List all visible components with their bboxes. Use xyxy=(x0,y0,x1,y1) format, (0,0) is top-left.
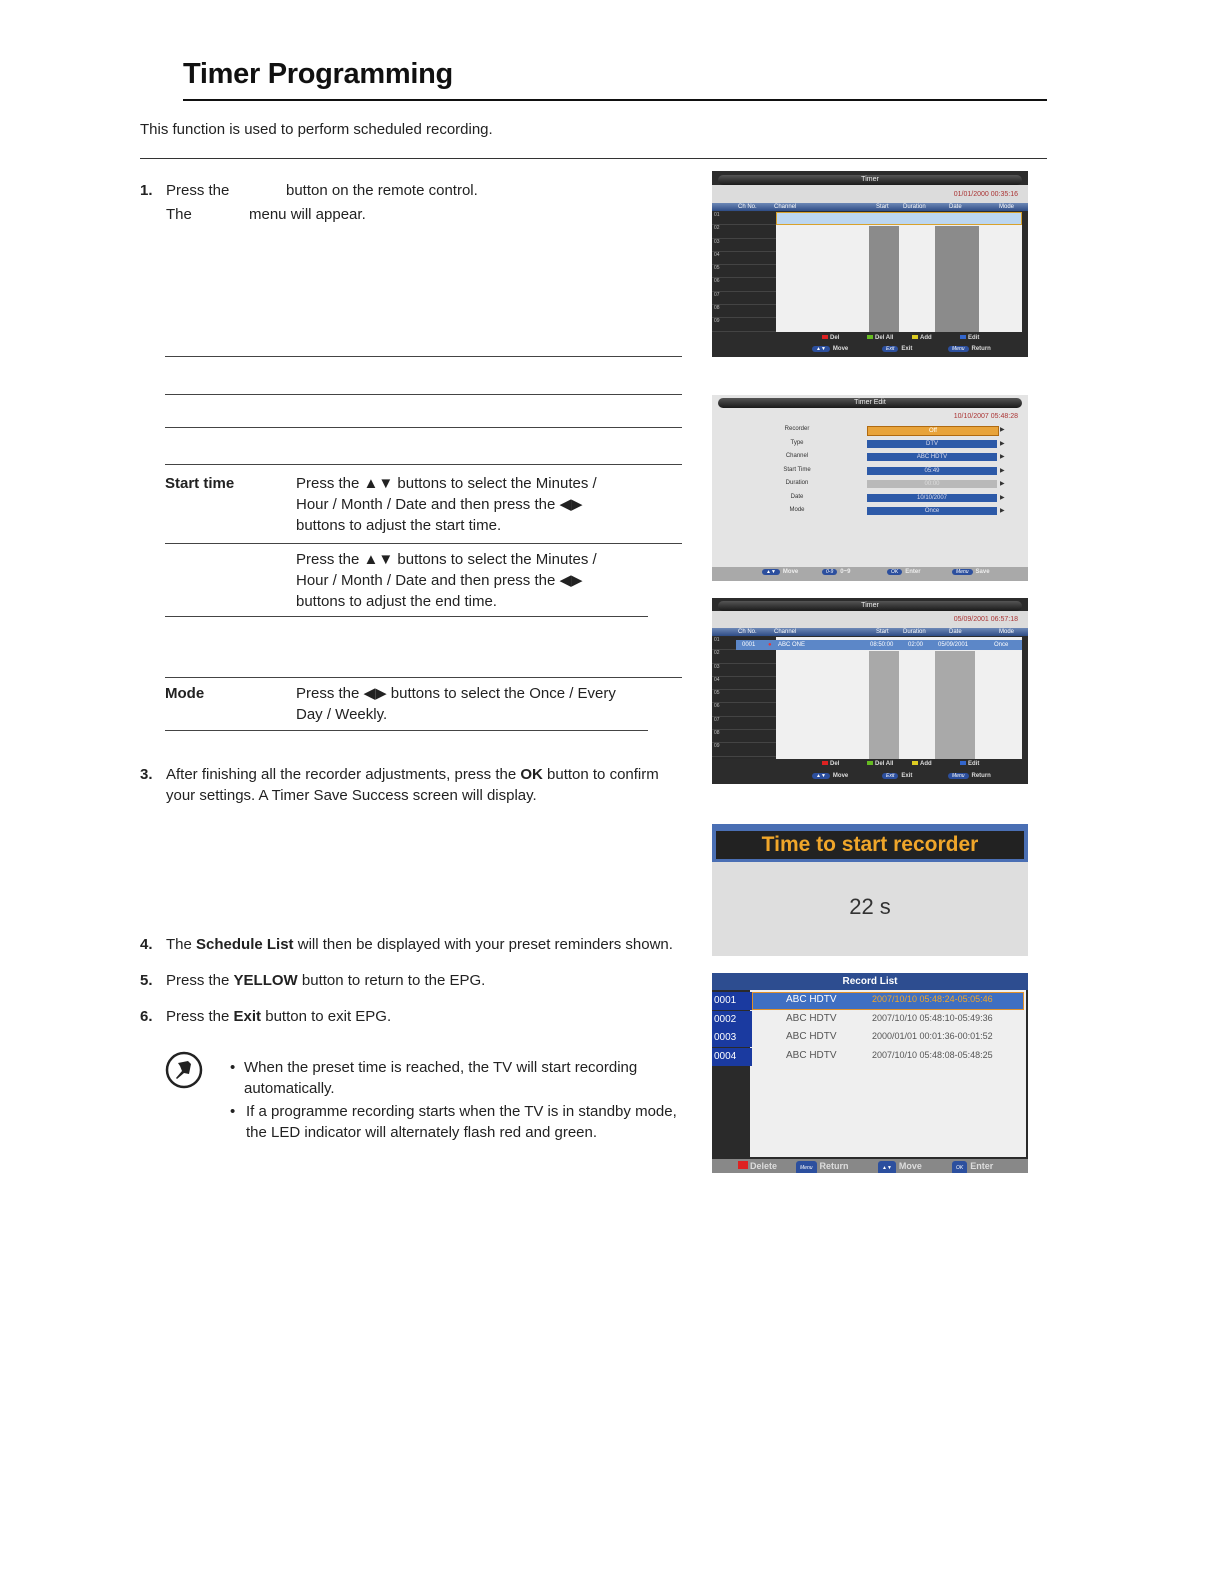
table-rule xyxy=(165,427,682,428)
start-column-fill xyxy=(869,226,899,332)
table-rule xyxy=(165,356,682,357)
row-number: 05 xyxy=(712,690,776,703)
arrow-right-icon: ▶ xyxy=(1000,454,1005,460)
footer-del-all: Del All xyxy=(875,761,894,767)
row-start: 08:50:00 xyxy=(870,642,894,648)
row-number: 01 xyxy=(712,212,776,225)
arrow-right-icon: ▶ xyxy=(1000,508,1005,514)
footer-save: Save xyxy=(975,569,990,575)
row-number: 07 xyxy=(712,717,776,730)
record-number: 0001 xyxy=(712,992,752,1010)
step-3-text xyxy=(166,764,706,806)
note-pin-icon xyxy=(164,1050,204,1090)
step-5-bold: YELLOW xyxy=(233,972,298,989)
col-start: Start xyxy=(876,204,889,210)
arrow-right-icon: ▶ xyxy=(1000,440,1005,447)
step-3-ok: OK xyxy=(520,766,543,783)
record-list-screen xyxy=(712,973,1028,1173)
footer-move: Move xyxy=(832,773,849,779)
countdown-screen xyxy=(712,824,1028,956)
timer-edit-screen xyxy=(712,395,1028,581)
timer-screen-2: Timer 05/09/2001 06:57:18 Ch No. Channel Start Duration Date Mode 01 02 03 04 05 06 07 08 09 0001 ● ABC ONE 08:50:00 02:00 05/09/2001 Once Del Del All Add Edit ▲▼ Move Exit Exit Menu Return xyxy=(712,598,1028,784)
step-1-text-b: button on the remote control. xyxy=(286,182,478,199)
footer-edit: Edit xyxy=(968,761,980,767)
row-number: 05 xyxy=(712,265,776,278)
page-title: Timer Programming xyxy=(183,58,453,90)
footer-exit: Exit xyxy=(901,773,913,779)
edit-field-value[interactable]: 00:00 xyxy=(867,480,997,488)
step-1-text-a: Press the xyxy=(166,182,230,199)
step-1-number: 1. xyxy=(140,182,153,199)
step-5-number: 5. xyxy=(140,972,153,989)
step-5-text-a: Press the xyxy=(166,972,230,989)
timer-table-header xyxy=(712,203,1028,211)
step-4-text xyxy=(166,934,673,955)
step-4-text-b: will then be displayed with your preset reminders shown. xyxy=(297,936,673,953)
record-list-title: Record List xyxy=(712,973,1028,990)
row-number: 08 xyxy=(712,730,776,743)
edit-field-label: Channel xyxy=(785,453,809,459)
footer-delete: Delete xyxy=(750,1161,778,1171)
row-duration: 02:00 xyxy=(908,642,924,648)
row-number: 09 xyxy=(712,743,776,756)
step-1-text-d: menu will appear. xyxy=(249,206,366,223)
footer-exit: Exit xyxy=(901,346,913,352)
start-time-label: Start time xyxy=(165,475,235,492)
date-column-fill xyxy=(935,226,979,332)
record-time: 2007/10/10 05:48:10-05:49:36 xyxy=(872,1012,993,1023)
screen-clock: 01/01/2000 00:35:16 xyxy=(953,191,1018,198)
footer-add: Add xyxy=(920,761,932,767)
table-rule xyxy=(165,394,682,395)
edit-field-value[interactable]: DTV xyxy=(867,440,997,448)
edit-field-label: Start Time xyxy=(783,466,811,473)
footer-del-all: Del All xyxy=(875,335,894,341)
record-list-row[interactable] xyxy=(712,1048,1028,1066)
row-mode: Once xyxy=(994,642,1009,648)
row-number: 04 xyxy=(712,252,776,265)
arrow-right-icon: ▶ xyxy=(1000,481,1005,487)
record-time: 2007/10/10 05:48:08-05:48:25 xyxy=(872,1049,993,1060)
note-bullet-1: When the preset time is reached, the TV will start recording automatically. xyxy=(244,1059,638,1097)
footer-edit: Edit xyxy=(968,335,980,341)
intro-text: This function is used to perform scheduled recording. xyxy=(140,121,493,138)
row-numbers xyxy=(712,637,776,759)
row-channel: ABC ONE xyxy=(778,642,806,648)
footer-09: 0~9 xyxy=(840,569,851,575)
record-channel: ABC HDTV xyxy=(786,994,837,1005)
step-6-bold: Exit xyxy=(233,1008,262,1025)
record-dot-icon: ● xyxy=(768,642,772,648)
mode-label: Mode xyxy=(165,685,205,702)
step-1-text-c: The xyxy=(166,206,192,223)
screen-footer: ▲▼ Move 0-9 0~9 OK Enter Menu Save xyxy=(712,567,1028,581)
screen-title: Timer xyxy=(718,601,1022,611)
edit-field-label: Recorder xyxy=(784,426,810,432)
row-number: 04 xyxy=(712,677,776,690)
edit-field-value[interactable]: Off xyxy=(867,426,999,436)
start-time-desc: Press the ▲▼ buttons to select the Minutes / Hour / Month / Date and then press the ◀▶ buttons to adjust the start time. xyxy=(296,475,597,534)
row-number: 02 xyxy=(712,650,776,663)
screen-clock: 05/09/2001 06:57:18 xyxy=(953,616,1018,623)
row-number: 03 xyxy=(712,664,776,677)
screen-title: Timer xyxy=(718,175,1022,185)
edit-field-value[interactable]: ABC HDTV xyxy=(867,453,997,461)
col-mode: Mode xyxy=(999,204,1015,210)
step-4-number: 4. xyxy=(140,936,153,953)
footer-enter: Enter xyxy=(905,569,921,575)
col-channel: Channel xyxy=(774,204,797,210)
col-chno: Ch No. xyxy=(738,204,757,210)
col-chno: Ch No. xyxy=(738,629,757,635)
step-3-text-a: After finishing all the recorder adjustments, press the xyxy=(166,766,517,783)
col-date: Date xyxy=(949,629,962,635)
edit-field-label: Date xyxy=(790,493,804,500)
col-channel: Channel xyxy=(774,629,797,635)
record-list-row[interactable] xyxy=(712,1029,1028,1047)
col-duration: Duration xyxy=(903,629,926,635)
record-channel: ABC HDTV xyxy=(786,1031,837,1042)
row-number: 09 xyxy=(712,318,776,331)
footer-move: Move xyxy=(782,569,799,575)
row-numbers xyxy=(712,212,776,332)
table-row[interactable] xyxy=(776,212,1022,225)
table-rule xyxy=(165,616,648,617)
row-number: 07 xyxy=(712,292,776,305)
edit-field-value[interactable]: 05:49 xyxy=(867,467,997,475)
step-6-number: 6. xyxy=(140,1008,153,1025)
screen-footer: Delete Menu Return ▲▼ Move OK Enter xyxy=(712,1159,1028,1173)
record-channel: ABC HDTV xyxy=(786,1012,837,1024)
step-3-text-c: your settings. A Timer Save Success screen will display. xyxy=(166,787,537,804)
note-bullet-dot: • xyxy=(230,1103,236,1120)
edit-field-value[interactable]: 10/10/2007 xyxy=(867,494,997,502)
record-number: 0002 xyxy=(712,1011,752,1029)
note-bullet-dot: • xyxy=(230,1059,236,1076)
footer-return: Return xyxy=(971,346,991,352)
edit-field-label: Duration xyxy=(785,480,809,486)
record-number: 0004 xyxy=(712,1048,752,1066)
title-divider xyxy=(183,99,1047,101)
countdown-value: 22 s xyxy=(849,894,891,919)
timer-screen-1: Timer 01/01/2000 00:35:16 Ch No. Channel Start Duration Date Mode 01 02 03 04 05 06 07 08 09 Del Del All Add Edit ▲▼ Move Exit Exit Menu Return xyxy=(712,171,1028,357)
col-start: Start xyxy=(876,629,889,635)
note-bullet-2: If a programme recording starts when the TV is in standby mode, the LED indicator will alternately flash red and green. xyxy=(246,1103,677,1141)
intro-divider xyxy=(140,158,1047,159)
footer-del: Del xyxy=(830,335,840,341)
row-number: 06 xyxy=(712,703,776,716)
col-duration: Duration xyxy=(903,204,926,210)
date-column-fill xyxy=(935,651,975,759)
timer-table-header xyxy=(712,628,1028,636)
step-6-text xyxy=(166,1006,391,1027)
step-4-text-a: The xyxy=(166,936,192,953)
arrow-right-icon: ▶ xyxy=(1000,467,1005,474)
col-date: Date xyxy=(949,204,962,210)
record-channel: ABC HDTV xyxy=(786,1049,837,1061)
screen-title: Timer Edit xyxy=(718,398,1022,408)
footer-menu-key: Menu xyxy=(796,1161,817,1173)
table-row[interactable] xyxy=(736,640,1022,650)
footer-return: Return xyxy=(819,1161,849,1171)
row-number: 01 xyxy=(712,637,776,650)
timer-grid xyxy=(776,212,1022,332)
record-list-row[interactable] xyxy=(712,1011,1028,1029)
table-rule xyxy=(165,543,682,544)
table-rule xyxy=(165,464,682,465)
record-list-row[interactable] xyxy=(712,992,1028,1010)
table-rule xyxy=(165,677,682,678)
footer-enter: Enter xyxy=(970,1161,994,1171)
step-5-text xyxy=(166,970,485,991)
row-date: 05/09/2001 xyxy=(938,642,969,648)
footer-return: Return xyxy=(971,773,991,779)
step-3-text-b: button to confirm xyxy=(547,766,659,783)
col-mode: Mode xyxy=(999,629,1015,635)
step-4-bold: Schedule List xyxy=(196,936,294,953)
row-chno: 0001 xyxy=(742,642,756,648)
record-number: 0003 xyxy=(712,1029,752,1047)
edit-field-label: Type xyxy=(790,439,804,446)
start-column-fill xyxy=(869,651,899,759)
mode-desc: Press the ◀▶ buttons to select the Once / Every Day / Weekly. xyxy=(296,685,616,723)
row-number: 08 xyxy=(712,305,776,318)
end-time-desc: Press the ▲▼ buttons to select the Minutes / Hour / Month / Date and then press the ◀▶ buttons to adjust the end time. xyxy=(296,551,597,610)
step-3-number: 3. xyxy=(140,766,153,783)
footer-del: Del xyxy=(830,761,840,767)
row-number: 03 xyxy=(712,239,776,252)
row-number: 02 xyxy=(712,225,776,238)
step-6-text-b: button to exit EPG. xyxy=(265,1008,392,1025)
record-time: 2000/01/01 00:01:36-00:01:52 xyxy=(872,1031,993,1041)
arrow-right-icon: ▶ xyxy=(1000,427,1005,433)
footer-ok-key: OK xyxy=(952,1161,967,1173)
arrow-right-icon: ▶ xyxy=(1000,494,1005,501)
table-rule xyxy=(165,730,648,731)
countdown-title: Time to start recorder xyxy=(716,831,1024,859)
footer-move: Move xyxy=(898,1161,922,1171)
record-time: 2007/10/10 05:48:24-05:05:46 xyxy=(872,994,993,1004)
footer-move: Move xyxy=(832,346,849,352)
row-number: 06 xyxy=(712,278,776,291)
screen-clock: 10/10/2007 05:48:28 xyxy=(953,413,1018,420)
step-6-text-a: Press the xyxy=(166,1008,230,1025)
edit-field-label: Mode xyxy=(789,507,805,513)
step-5-text-b: button to return to the EPG. xyxy=(301,972,486,989)
edit-field-value[interactable]: Once xyxy=(867,507,997,515)
footer-add: Add xyxy=(920,335,932,341)
timer-grid xyxy=(776,637,1022,759)
